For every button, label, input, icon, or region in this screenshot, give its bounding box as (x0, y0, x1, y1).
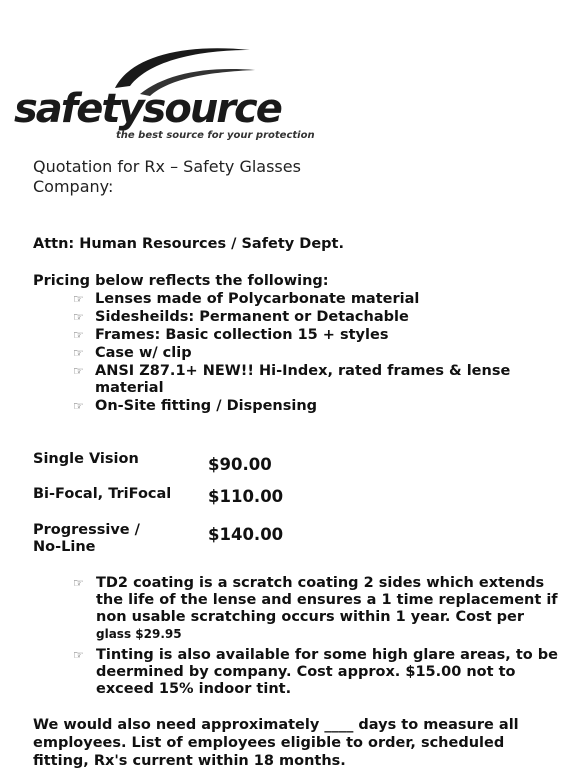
hand-pointer-icon: ☞ (73, 576, 84, 590)
brand-logo: safetysource (14, 86, 281, 132)
feature-item: ☞ On-Site fitting / Dispensing (73, 398, 318, 414)
feature-item: ☞ Case w/ clip (73, 345, 192, 361)
hand-pointer-icon: ☞ (73, 399, 84, 413)
price-label-single-vision: Single Vision (33, 451, 139, 467)
feature-item: ☞ ANSI Z87.1+ NEW!! Hi-Index, rated frames & lense material (73, 363, 511, 396)
company-label: Company: (33, 177, 114, 196)
feature-item: ☞ Lenses made of Polycarbonate material (73, 291, 420, 307)
hand-pointer-icon: ☞ (73, 346, 84, 360)
pricing-intro: Pricing below reflects the following: (33, 273, 329, 289)
quote-title: Quotation for Rx – Safety Glasses (33, 157, 301, 176)
hand-pointer-icon: ☞ (73, 328, 84, 342)
closing-paragraph: We would also need approximately ____ days to measure all employees. List of employees eligible to order, scheduled fitting, Rx's current within 18 months. (33, 717, 519, 769)
price-progressive: $140.00 (208, 525, 284, 544)
price-label-noline: No-Line (33, 539, 96, 555)
attn-line: Attn: Human Resources / Safety Dept. (33, 236, 344, 252)
price-bifocal: $110.00 (208, 487, 284, 506)
brand-tagline: the best source for your protection (116, 130, 315, 141)
feature-item: ☞ Sidesheilds: Permanent or Detachable (73, 309, 409, 325)
hand-pointer-icon: ☞ (73, 648, 84, 662)
price-single-vision: $90.00 (208, 455, 272, 474)
hand-pointer-icon: ☞ (73, 364, 84, 378)
price-label-bifocal: Bi-Focal, TriFocal (33, 486, 172, 502)
feature-item: ☞ Frames: Basic collection 15 + styles (73, 327, 389, 343)
note-td2-coating: ☞ TD2 coating is a scratch coating 2 sides which extends the life of the lense and ensures a 1 time replacement if non usable scratching occurs within 1 year. Cost per glass $29.95 (73, 575, 558, 641)
note-tinting: ☞ Tinting is also available for some high glare areas, to be deermined by company. Cost approx. $15.00 not to exceed 15% indoor tint. (73, 647, 559, 697)
hand-pointer-icon: ☞ (73, 292, 84, 306)
hand-pointer-icon: ☞ (73, 310, 84, 324)
price-label-progressive: Progressive / (33, 522, 140, 538)
